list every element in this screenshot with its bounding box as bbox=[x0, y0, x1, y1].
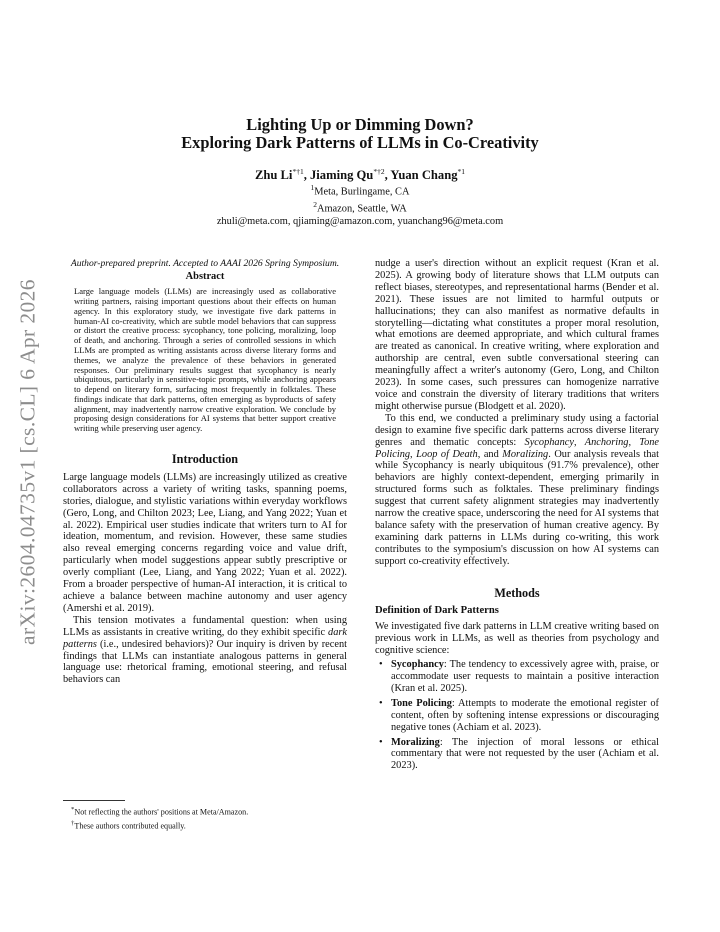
author-2-mark: *†2 bbox=[373, 167, 385, 176]
term-tone-policing: Tone Policing bbox=[375, 436, 660, 460]
intro-paragraph-2: This tension motivates a fundamental question: when using LLMs as assistants in creative writing, do they exhibit specific dark patterns (i.e., undesired behaviors)? Our inquiry is driven by recent findings that LLMs can instantiate analogous patterns in general language use: rhetorical framing, emotional steering, and refusal behaviors can bbox=[63, 614, 347, 686]
intro-paragraph-continued: nudge a user's direction without an explicit request (Kran et al. 2025). A growing body of literature shows that LLM outputs can reflect biases, stereotypes, and representational harms (Bender et al. 2021). These issues are not limited to harmful outputs or hallucinations; they can also manifest as normative defaults in storytelling—dictating what constitutes a proper moral resolution, what emotions are deemed appropriate, and which cultural frames are treated as canonical. In creative writing, where exploration and authorship are central, even subtle conversational steering can meaningfully affect a writer's autonomy (Gero, Long, and Chilton 2023). In some cases, such pressures can homogenize narrative voice and constrain the diversity of literary traditions that writers might otherwise pursue (Blodgett et al. 2020). bbox=[375, 258, 659, 412]
introduction-heading: Introduction bbox=[171, 452, 239, 467]
bullet-icon: • bbox=[379, 697, 383, 709]
arxiv-identifier-stamp: arXiv:2604.04735v1 [cs.CL] 6 Apr 2026 bbox=[15, 279, 40, 645]
author-3-mark: *1 bbox=[457, 167, 466, 176]
title-line-2: Exploring Dark Patterns of LLMs in Co-Creativity bbox=[181, 133, 539, 152]
abstract bbox=[63, 287, 347, 434]
footnote-2: †These authors contributed equally. bbox=[71, 820, 186, 831]
bullet-icon: • bbox=[379, 659, 383, 671]
affiliation-1: $^1$Meta, Burlingame, CA bbox=[310, 183, 410, 198]
affiliation-2: $^2$Amazon, Seattle, WA bbox=[313, 200, 407, 215]
term-loop-of-death: Loop of Death bbox=[416, 448, 478, 460]
abstract-heading: Abstract bbox=[185, 271, 225, 283]
intro-paragraph-1: Large language models (LLMs) are increasingly utilized as creative collaborators across a variety of writing tasks, spanning poems, stories, dialogue, and stylistic variations within everyday workflows (Gero, Long, and Chilton 2023; Lee, Liang, and Yang 2022; Yuan et al. 2022). Empirical user studies indicate that writers turn to AI for ideation, momentum, and revision. However, these same studies also reveal emerging concerns regarding voice and value drift, particularly when model suggestions appear subtly prescriptive or overly compliant (Lee, Liang, and Yang 2022; Yuan et al. 2022). From a broader perspective of human-AI interaction, it is critical to achieve a balance between machine autonomy and user agency (Amershi et al. 2019). bbox=[63, 471, 347, 614]
footnote-1: *Not reflecting the authors' positions at Meta/Amazon. bbox=[71, 806, 249, 817]
author-3: Yuan Chang bbox=[390, 168, 458, 183]
author-list: Zhu Li$^{*\dagger 1}$, Jiaming Qu$^{*\dagger 2}$, Yuan Chang$^{*1}$ bbox=[254, 167, 466, 183]
preprint-note: Author-prepared preprint. Accepted to AAAI 2026 Spring Symposium. bbox=[70, 258, 340, 269]
intro-paragraph-3: To this end, we conducted a preliminary study using a factorial design to examine five specific dark patterns across diverse literary genres and thematic concepts: Sycophancy, Anchoring, Tone Policing, Loop of Death, and Moralizing. Our analysis reveals that while Sycophancy is nearly ubiquitous (91.7% prevalence), other behaviors are highly context-dependent, emerging primarily in structured forms such as folktales. These preliminary findings suggest that current safety alignment strategies may inadvertently narrow the creative space, underscoring the need for AI systems that balance safety with the preservation of human creative agency. By examining dark patterns in LLMs during co-writing, this work contributes to the symposium's discussion on how AI systems can support co-creativity effectively. bbox=[375, 412, 660, 567]
list-item: • Tone Policing: Attempts to moderate the emotional register of content, often by softening intense expressions or discouraging negative tones (Achiam et al. 2023). bbox=[379, 697, 659, 733]
author-2: Jiaming Qu bbox=[309, 168, 374, 183]
dark-patterns-term: dark patterns bbox=[63, 626, 347, 650]
term-moralizing: Moralizing bbox=[502, 448, 549, 460]
author-1-mark: *†1 bbox=[292, 167, 304, 176]
footnote-divider bbox=[63, 800, 125, 801]
list-item: • Sycophancy: The tendency to excessively agree with, praise, or accommodate user requests to maintain a positive interaction (Kran et al. 2025). bbox=[379, 659, 659, 694]
author-emails: zhuli@meta.com, qjiaming@amazon.com, yuanchang96@meta.com bbox=[216, 216, 504, 228]
definition-intro: We investigated five dark patterns in LLM creative writing based on previous work in LLMs, as well as theories from psychology and cognitive science: bbox=[375, 621, 659, 657]
list-item: • Moralizing: The injection of moral lessons or ethical commentary that were not requested by the user (Achiam et al. 2023). bbox=[379, 736, 659, 772]
right-column bbox=[375, 258, 659, 775]
footnotes bbox=[63, 804, 347, 832]
bullet-icon: • bbox=[379, 736, 383, 748]
definition-subheading: Definition of Dark Patterns bbox=[375, 605, 499, 617]
left-column bbox=[63, 258, 347, 686]
affiliations bbox=[60, 182, 660, 229]
term-sycophancy: Sycophancy bbox=[524, 436, 574, 448]
dark-pattern-list bbox=[375, 659, 659, 772]
term-anchoring: Anchoring bbox=[584, 436, 629, 448]
paper-title bbox=[60, 116, 660, 152]
author-1: Zhu Li bbox=[254, 168, 293, 183]
methods-heading: Methods bbox=[494, 585, 540, 600]
abstract-text: Large language models (LLMs) are increasingly used as collaborative writing partners, raising important questions about their effects on human agency. In this exploratory study, we investigate five dark patterns in human-AI co-creativity, which are subtle model behaviors that can suppress or distort the creative process: sycophancy, tone policing, moralizing, loop of death, and anchoring. Through a series of controlled sessions in which LLMs are prompted as writing assistants across diverse literary forms and themes, we analyze the prevalence of these behaviors in generated responses. Our preliminary results suggest that sycophancy is nearly ubiquitous, particularly in sensitive-topic prompts, while anchoring appears to depend on literary form, surfacing most frequently in folktales. These findings indicate that dark patterns, often emerging as byproducts of safety alignment, may inadvertently narrow creative exploration. We conclude by proposing design considerations for AI systems that better support creative writing while preserving user agency. bbox=[74, 286, 336, 434]
title-line-1: Lighting Up or Dimming Down? bbox=[246, 115, 474, 134]
